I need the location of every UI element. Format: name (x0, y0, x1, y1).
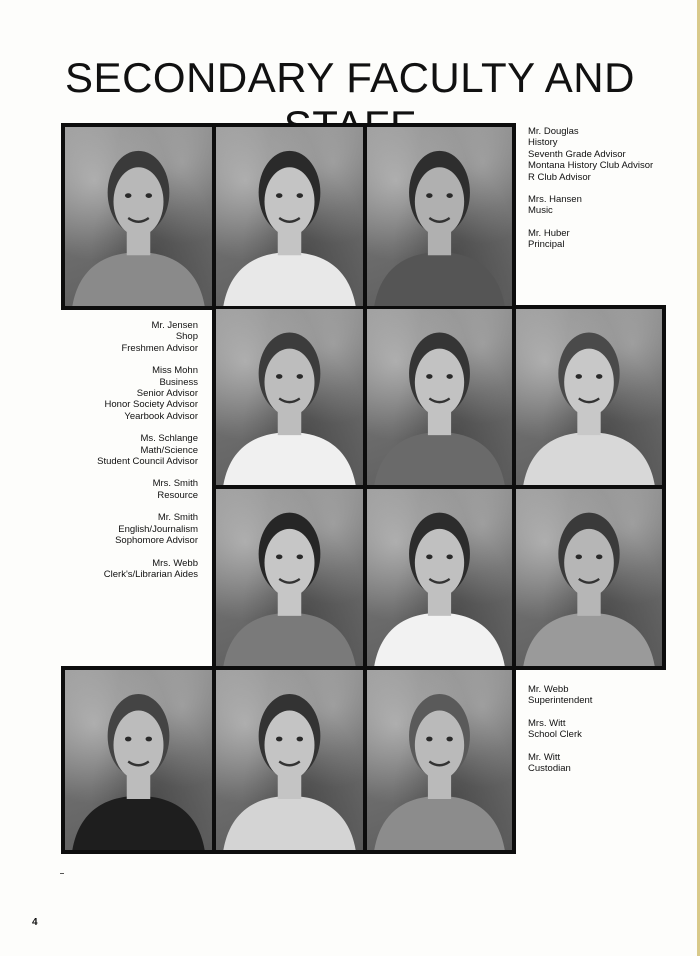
caption-entry (528, 228, 653, 251)
staff-role: Freshmen Advisor (121, 342, 198, 354)
eye-left (576, 374, 582, 379)
caption-entry (97, 320, 198, 354)
portrait-miss-mohn (367, 309, 512, 485)
portrait-figure (65, 127, 212, 306)
caption-entry (97, 365, 198, 422)
eye-right (297, 193, 303, 198)
eye-left (576, 554, 582, 559)
staff-name: Mr. Jensen (151, 320, 198, 331)
staff-role: Senior Advisor (136, 388, 198, 400)
portrait-mrs-hansen (216, 127, 363, 306)
shoulders (523, 613, 654, 666)
staff-role: Sophomore Advisor (115, 535, 198, 547)
staff-name: Miss Mohn (152, 365, 198, 377)
portrait-mr-webb (65, 670, 212, 850)
eye-left (125, 193, 131, 198)
eye-left (426, 374, 432, 379)
caption-entry (97, 558, 198, 581)
portrait-figure (65, 670, 212, 850)
portrait-mr-huber (367, 127, 512, 306)
eye-right (596, 554, 602, 559)
eye-left (276, 374, 282, 379)
face (114, 711, 164, 780)
staff-role: Montana History Club Advisor (528, 160, 654, 172)
shoulders (223, 252, 355, 306)
portrait-mr-jensen (216, 309, 363, 485)
staff-name: Mr. Webb (528, 684, 569, 695)
shoulders (223, 613, 355, 666)
page-number: 4 (32, 917, 38, 928)
portrait-figure (216, 127, 363, 306)
portrait-figure (216, 670, 363, 850)
portrait-mrs-smith (216, 489, 363, 666)
staff-role: Principal (528, 239, 565, 251)
staff-name: Mrs. Webb (152, 557, 198, 569)
face (415, 529, 464, 597)
shoulders (523, 432, 654, 485)
title-line-1: SECONDARY FACULTY AND (65, 54, 635, 102)
face (265, 711, 315, 780)
staff-role: Math/Science (140, 444, 198, 456)
face (564, 349, 614, 416)
staff-role: Custodian (528, 763, 571, 775)
eye-right (146, 193, 152, 198)
face (265, 167, 315, 236)
portrait-figure (516, 489, 662, 666)
staff-name: Mrs. Smith (152, 478, 198, 490)
staff-name: Mr. Smith (157, 512, 198, 524)
face (564, 529, 614, 597)
caption-entry (528, 684, 592, 707)
caption-entry (97, 433, 198, 467)
caption-block-left-middle (97, 320, 198, 591)
print-speck (60, 873, 64, 874)
portrait-mrs-webb (516, 489, 662, 666)
shoulders (223, 432, 355, 485)
portrait-ms-schlange (516, 309, 662, 485)
caption-block-right-top (528, 126, 653, 262)
portrait-figure (367, 670, 512, 850)
portrait-figure (367, 309, 512, 485)
eye-right (297, 374, 303, 379)
face (114, 167, 164, 236)
eye-right (596, 374, 602, 379)
eye-left (276, 554, 282, 559)
staff-name: Ms. Schlange (140, 433, 198, 445)
portrait-figure (216, 489, 363, 666)
portrait-figure (216, 309, 363, 485)
eye-right (446, 374, 452, 379)
staff-role: History (528, 137, 558, 149)
face (265, 529, 315, 597)
staff-role: Seventh Grade Advisor (528, 148, 626, 160)
eye-right (446, 193, 452, 198)
caption-block-right-bottom (528, 684, 592, 785)
staff-role: English/Journalism (118, 523, 198, 535)
staff-name: Mrs. Hansen (528, 194, 582, 206)
portrait-figure (367, 127, 512, 306)
staff-role: Business (159, 376, 198, 388)
portrait-figure (516, 309, 662, 485)
face (415, 349, 464, 416)
staff-role: Honor Society Advisor (104, 399, 198, 411)
staff-role: Student Council Advisor (97, 456, 198, 468)
portrait-figure (367, 489, 512, 666)
eye-right (446, 554, 452, 559)
face (415, 711, 464, 780)
eye-right (297, 737, 303, 742)
staff-role: Clerk's/Librarian Aides (103, 568, 198, 580)
caption-entry (528, 752, 592, 775)
shoulders (72, 796, 204, 850)
shoulders (223, 796, 355, 850)
eye-right (446, 737, 452, 742)
portrait-mrs-witt (216, 670, 363, 850)
eye-left (426, 193, 432, 198)
eye-left (125, 737, 131, 742)
portrait-mr-witt (367, 670, 512, 850)
staff-role: Resource (157, 489, 198, 501)
eye-right (146, 737, 152, 742)
portrait-mr-smith (367, 489, 512, 666)
staff-role: R Club Advisor (528, 171, 591, 183)
staff-name: Mr. Witt (528, 751, 561, 763)
face (265, 349, 315, 416)
staff-name: Mr. Douglas (528, 126, 579, 137)
caption-entry (528, 718, 592, 741)
eye-left (276, 193, 282, 198)
caption-entry (528, 126, 653, 183)
shoulders (374, 252, 505, 306)
staff-role: Music (528, 205, 553, 217)
caption-entry (97, 478, 198, 501)
staff-name: Mr. Huber (528, 227, 570, 239)
face (415, 167, 464, 236)
eye-left (426, 554, 432, 559)
caption-entry (528, 194, 653, 217)
caption-entry (97, 512, 198, 546)
staff-name: Mrs. Witt (528, 717, 566, 729)
eye-right (297, 554, 303, 559)
staff-role: Superintendent (528, 695, 593, 707)
staff-role: School Clerk (528, 729, 582, 741)
shoulders (374, 613, 505, 666)
shoulders (374, 432, 505, 485)
shoulders (72, 252, 204, 306)
portrait-mr-douglas (65, 127, 212, 306)
shoulders (374, 796, 505, 850)
eye-left (426, 737, 432, 742)
staff-role: Shop (175, 331, 198, 343)
staff-role: Yearbook Advisor (124, 410, 198, 422)
eye-left (276, 737, 282, 742)
